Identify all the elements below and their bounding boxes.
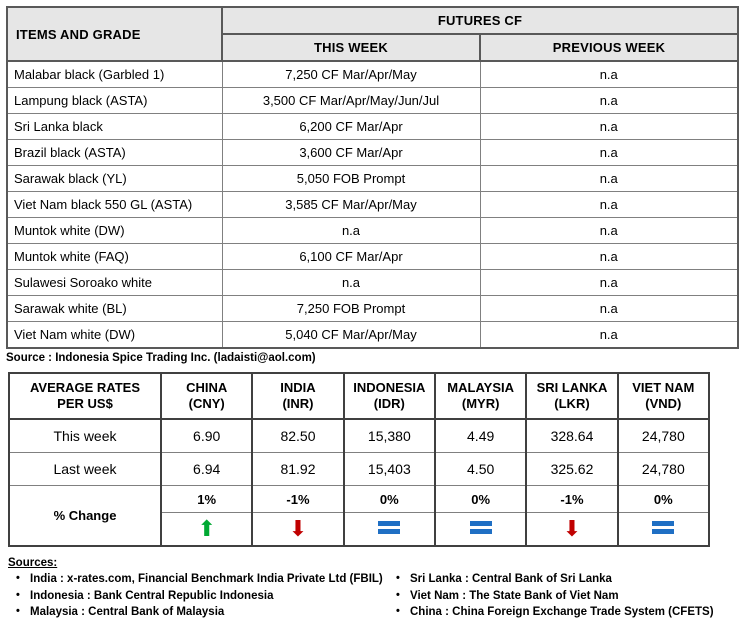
table-row (7, 322, 738, 349)
cell-item: Malabar black (Garbled 1) (7, 61, 222, 88)
cell-this-week: 6,100 CF Mar/Apr (222, 244, 480, 270)
cell-previous-week: n.a (480, 166, 738, 192)
change-china: 1% (161, 486, 252, 513)
trend-arrow-malaysia (435, 513, 526, 547)
rate-china-this-week: 6.90 (161, 419, 252, 453)
futures-table-body (7, 61, 738, 348)
list-item (388, 588, 718, 605)
cell-previous-week: n.a (480, 322, 738, 349)
futures-price-table (6, 6, 739, 349)
col-header-malaysia (435, 373, 526, 419)
rate-china-last-week: 6.94 (161, 453, 252, 486)
cell-item: Muntok white (FAQ) (7, 244, 222, 270)
list-item (8, 571, 388, 588)
arrow-down-icon: ⬇ (288, 516, 308, 541)
currency-code: (IDR) (373, 396, 405, 411)
row-label-last-week: Last week (9, 453, 161, 486)
rates-label-line2: PER US$ (57, 396, 113, 411)
cell-this-week: 5,040 CF Mar/Apr/May (222, 322, 480, 349)
trend-arrow-china (161, 513, 252, 547)
cell-item: Sri Lanka black (7, 114, 222, 140)
cell-previous-week: n.a (480, 114, 738, 140)
rates-table-header (9, 373, 709, 419)
cell-this-week: 7,250 FOB Prompt (222, 296, 480, 322)
cell-item: Sulawesi Soroako white (7, 270, 222, 296)
list-item (388, 571, 718, 588)
cell-this-week: 3,500 CF Mar/Apr/May/Jun/Jul (222, 88, 480, 114)
cell-previous-week: n.a (480, 296, 738, 322)
col-header-viet-nam (618, 373, 709, 419)
cell-this-week: 3,600 CF Mar/Apr (222, 140, 480, 166)
source-text: Malaysia : Central Bank of Malaysia (30, 606, 225, 619)
change-indonesia: 0% (344, 486, 435, 513)
cell-this-week: 7,250 CF Mar/Apr/May (222, 61, 480, 88)
arrow-flat-icon (378, 518, 400, 537)
col-header-sri-lanka (526, 373, 617, 419)
cell-item: Muntok white (DW) (7, 218, 222, 244)
cell-this-week: 5,050 FOB Prompt (222, 166, 480, 192)
source-text: Viet Nam : The State Bank of Viet Nam (410, 589, 619, 602)
bullet-icon: • (396, 572, 400, 584)
col-header-india (252, 373, 343, 419)
col-header-china (161, 373, 252, 419)
arrow-flat-icon (470, 518, 492, 537)
cell-this-week: n.a (222, 270, 480, 296)
table-row (9, 419, 709, 453)
source-text: India : x-rates.com, Financial Benchmark India Private Ltd (FBIL) (30, 573, 383, 585)
trend-arrow-sri-lanka (526, 513, 617, 547)
row-label-this-week: This week (9, 419, 161, 453)
table-row (7, 218, 738, 244)
table-row (7, 88, 738, 114)
table-row (7, 244, 738, 270)
sources-column-left (8, 571, 388, 621)
source-text: Indonesia : Bank Central Republic Indonesia (30, 589, 274, 602)
rate-malaysia-last-week: 4.50 (435, 453, 526, 486)
sources-title: Sources: (8, 557, 58, 569)
col-header-this-week: THIS WEEK (222, 34, 480, 61)
sources-columns (8, 571, 745, 621)
change-india: -1% (252, 486, 343, 513)
cell-item: Lampung black (ASTA) (7, 88, 222, 114)
col-header-futures-cf: FUTURES CF (222, 7, 738, 34)
change-sri-lanka: -1% (526, 486, 617, 513)
table-row (9, 453, 709, 486)
col-header-indonesia (344, 373, 435, 419)
cell-previous-week: n.a (480, 61, 738, 88)
bullet-icon: • (396, 588, 400, 601)
list-item (388, 604, 718, 621)
change-viet-nam: 0% (618, 486, 709, 513)
table-row (7, 192, 738, 218)
table-row (7, 114, 738, 140)
document-page (0, 6, 745, 623)
rate-sri-lanka-this-week: 328.64 (526, 419, 617, 453)
sources-footer (8, 557, 745, 621)
change-malaysia: 0% (435, 486, 526, 513)
cell-previous-week: n.a (480, 270, 738, 296)
country-name: SRI LANKA (536, 379, 608, 395)
cell-this-week: n.a (222, 218, 480, 244)
col-header-items-and-grade: ITEMS AND GRADE (7, 7, 222, 61)
rates-label-line1: AVERAGE RATES (29, 379, 141, 395)
cell-this-week: 3,585 CF Mar/Apr/May (222, 192, 480, 218)
average-exchange-rates-table (8, 372, 710, 547)
country-name: CHINA (186, 379, 228, 395)
col-header-previous-week: PREVIOUS WEEK (480, 34, 738, 61)
rate-india-this-week: 82.50 (252, 419, 343, 453)
country-name: INDIA (280, 379, 316, 395)
currency-code: (LKR) (554, 396, 590, 411)
rate-sri-lanka-last-week: 325.62 (526, 453, 617, 486)
rates-header-row (9, 373, 709, 419)
source-text: Sri Lanka : Central Bank of Sri Lanka (410, 573, 612, 585)
cell-previous-week: n.a (480, 88, 738, 114)
bullet-icon: • (16, 572, 20, 584)
cell-previous-week: n.a (480, 244, 738, 270)
table-row (7, 61, 738, 88)
rate-viet-nam-this-week: 24,780 (618, 419, 709, 453)
cell-this-week: 6,200 CF Mar/Apr (222, 114, 480, 140)
cell-item: Viet Nam black 550 GL (ASTA) (7, 192, 222, 218)
cell-previous-week: n.a (480, 192, 738, 218)
currency-code: (VND) (645, 396, 682, 411)
cell-previous-week: n.a (480, 218, 738, 244)
bullet-icon: • (396, 605, 400, 618)
cell-previous-week: n.a (480, 140, 738, 166)
currency-code: (CNY) (188, 396, 225, 411)
table-row (7, 140, 738, 166)
futures-header-row-1 (7, 7, 738, 34)
arrow-flat-icon (652, 518, 674, 537)
country-name: MALAYSIA (447, 379, 514, 395)
row-label-percent-change: % Change (9, 486, 161, 547)
trend-arrow-india (252, 513, 343, 547)
rate-viet-nam-last-week: 24,780 (618, 453, 709, 486)
rate-malaysia-this-week: 4.49 (435, 419, 526, 453)
table-row (7, 270, 738, 296)
bullet-icon: • (16, 588, 20, 601)
rates-table-body (9, 419, 709, 546)
currency-code: (INR) (282, 396, 314, 411)
futures-source-note: Source : Indonesia Spice Trading Inc. (ladaisti@aol.com) (6, 352, 316, 364)
country-name: VIET NAM (632, 379, 695, 395)
arrow-down-icon: ⬇ (562, 516, 582, 541)
col-header-average-rates (9, 373, 161, 419)
bullet-icon: • (16, 605, 20, 618)
table-row (7, 296, 738, 322)
trend-arrow-indonesia (344, 513, 435, 547)
trend-arrow-viet-nam (618, 513, 709, 547)
cell-item: Sarawak black (YL) (7, 166, 222, 192)
list-item (8, 588, 388, 605)
list-item (8, 604, 388, 621)
country-name: INDONESIA (353, 379, 426, 395)
currency-code: (MYR) (461, 396, 500, 411)
cell-item: Sarawak white (BL) (7, 296, 222, 322)
rate-indonesia-last-week: 15,403 (344, 453, 435, 486)
arrow-up-icon: ⬆ (197, 516, 216, 541)
table-row-percent-change (9, 486, 709, 513)
rate-indonesia-this-week: 15,380 (344, 419, 435, 453)
rate-india-last-week: 81.92 (252, 453, 343, 486)
table-row (7, 166, 738, 192)
sources-column-right (388, 571, 718, 621)
source-text: China : China Foreign Exchange Trade System (CFETS) (410, 606, 714, 619)
cell-item: Brazil black (ASTA) (7, 140, 222, 166)
cell-item: Viet Nam white (DW) (7, 322, 222, 349)
futures-table-header (7, 7, 738, 61)
